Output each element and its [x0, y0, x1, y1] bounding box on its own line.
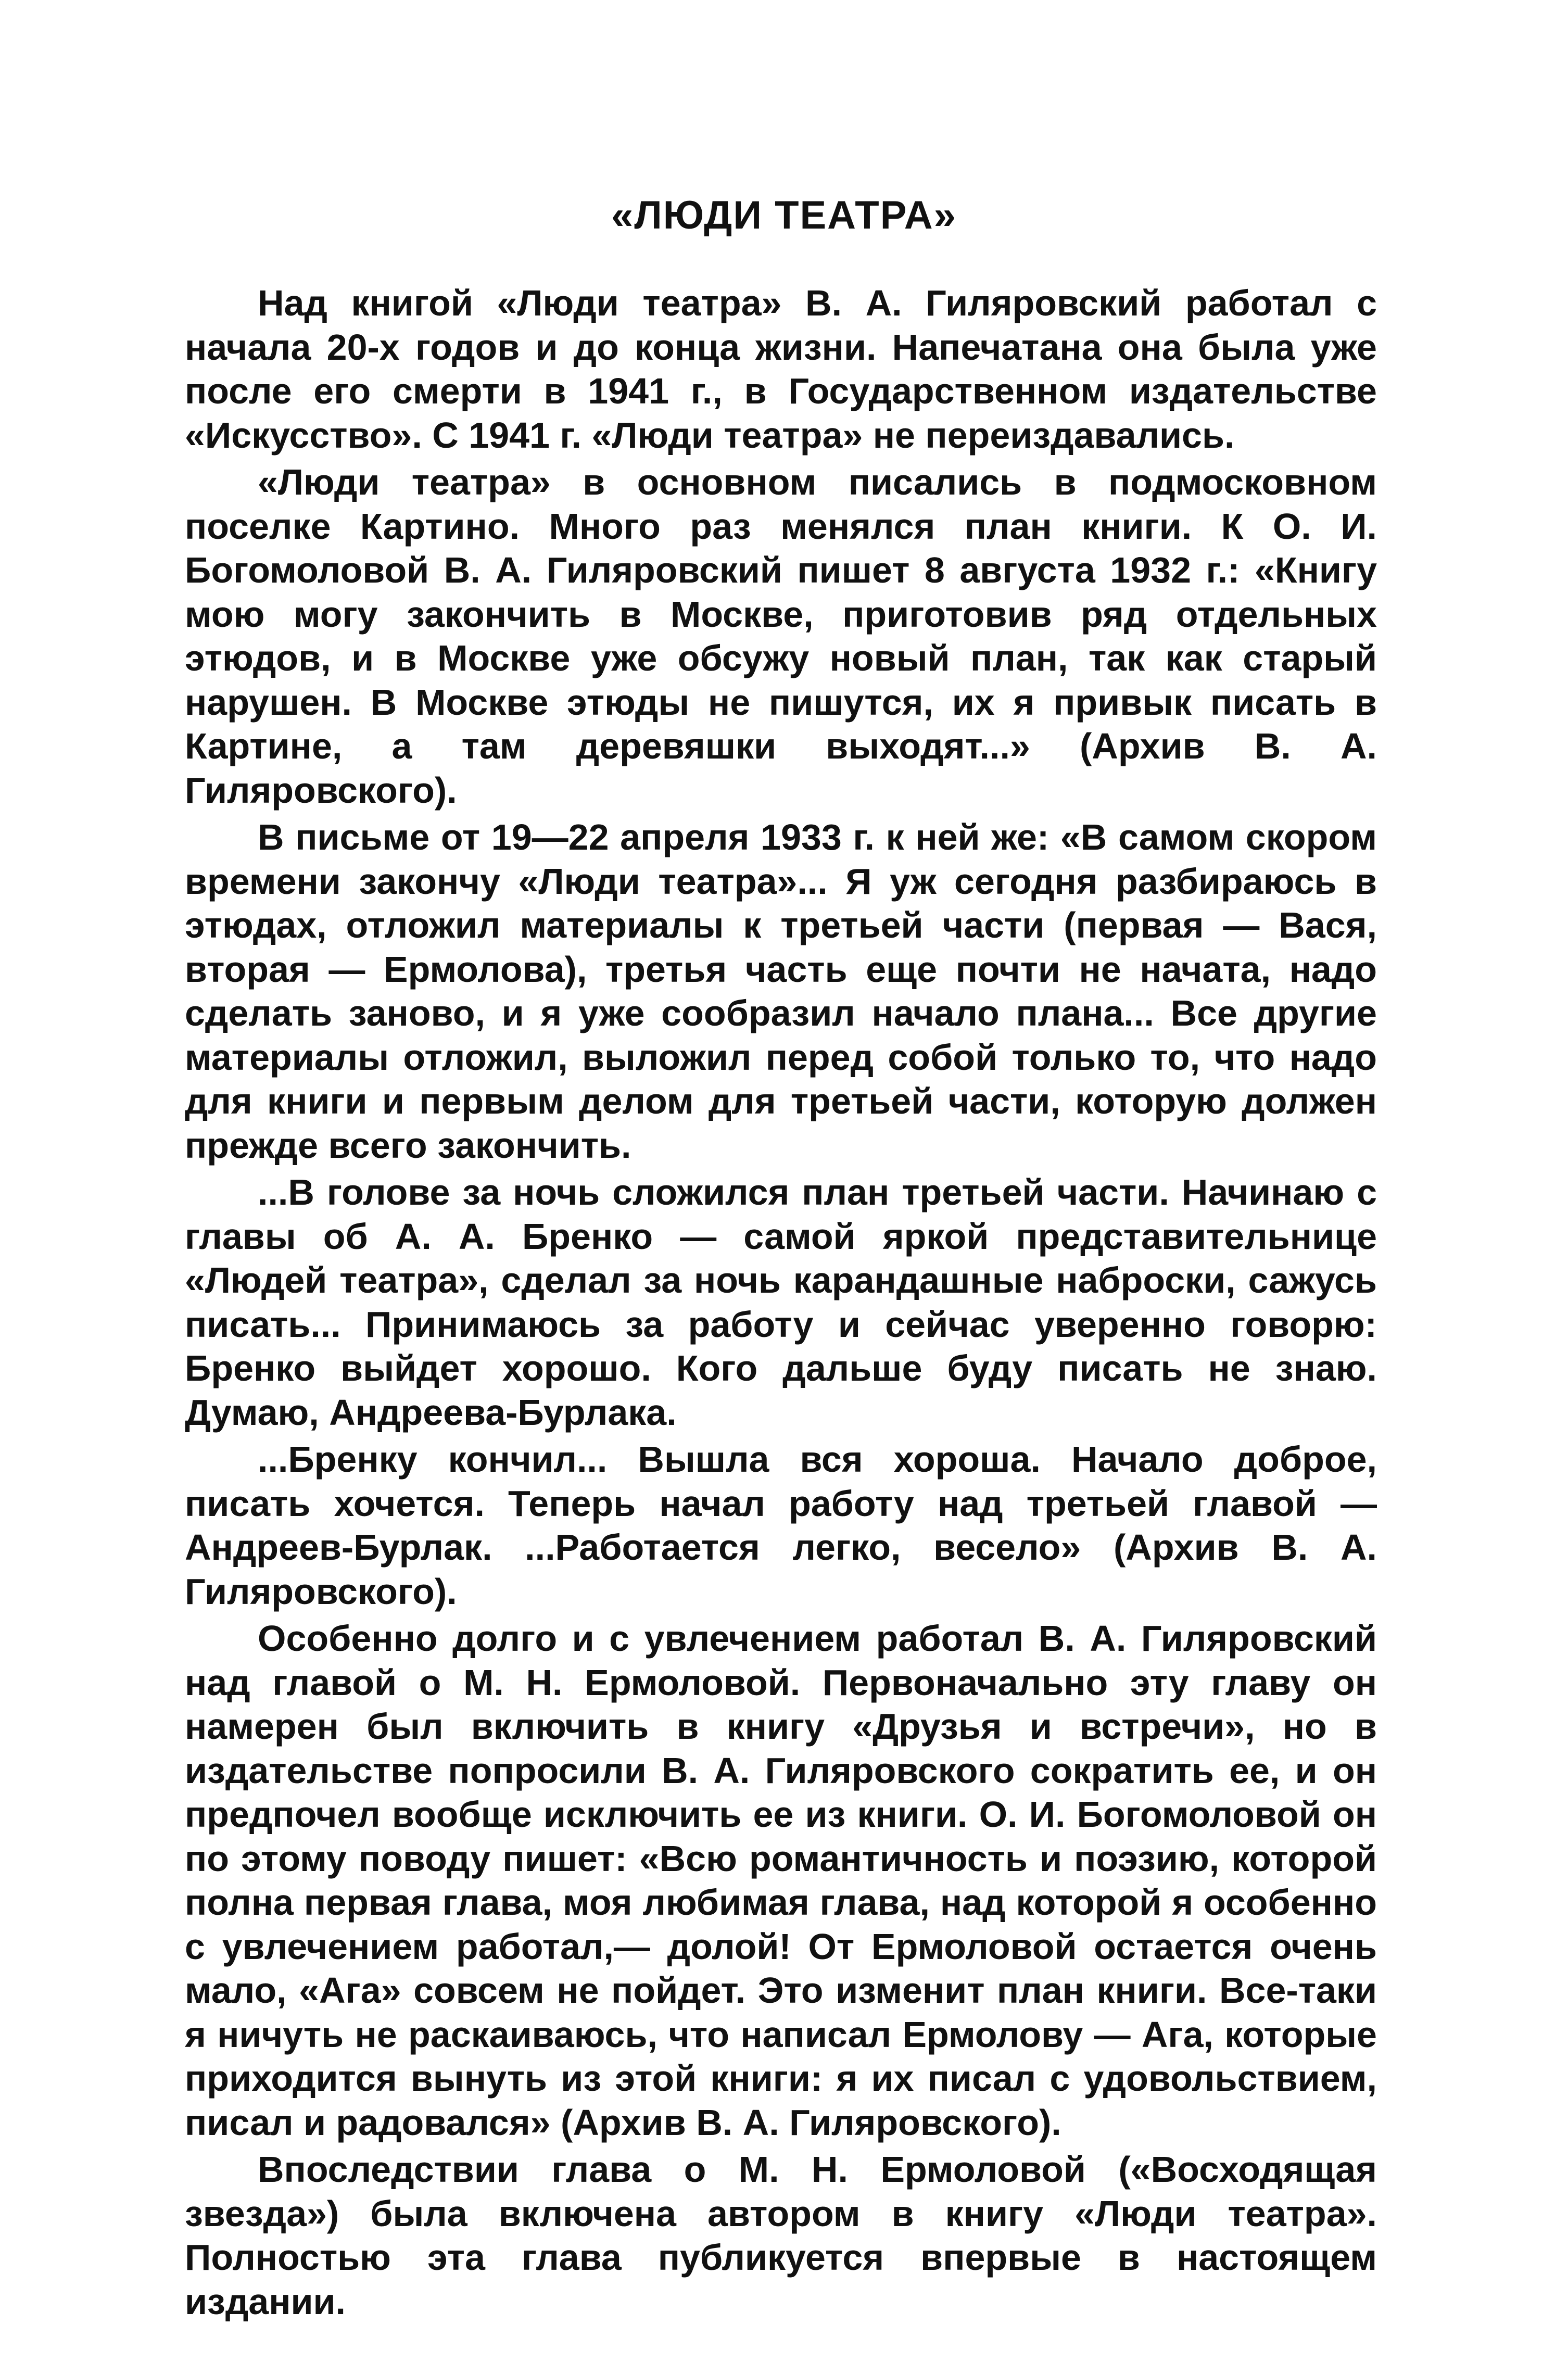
body-text	[185, 281, 1377, 2327]
paragraph-5: ...Бренку кончил... Вышла вся хороша. Начало доброе, писать хочется. Теперь начал работу над третьей главой — Андреев-Бурлак. ...Работается легко, весело» (Архив В. А. Гиляровского).	[185, 1439, 1377, 1612]
paragraph-4: ...В голове за ночь сложился план третьей части. Начинаю с главы об А. А. Бренко — самой яркой представительнице «Людей театра», сделал за ночь карандашные наброски, сажусь писать... Принимаюсь за работу и сейчас уверенно говорю: Бренко выйдет хорошо. Кого дальше буду писать не знаю. Думаю, Андреева-Бурлака.	[185, 1172, 1377, 1433]
paragraph-7: Впоследствии глава о М. Н. Ермоловой («Восходящая звезда») была включена автором в книгу «Люди театра». Полностью эта глава публикуется впервые в настоящем издании.	[185, 2149, 1377, 2322]
paragraph-1: Над книгой «Люди театра» В. А. Гиляровский работал с начала 20-х годов и до конца жизни. Напечатана она была уже после его смерти в 1941 г., в Государственном издательстве «Искусство». С 1941 г. «Люди театра» не переиздавались.	[185, 283, 1377, 456]
paragraph-2: «Люди театра» в основном писались в подмосковном поселке Картино. Много раз менялся план книги. К О. И. Богомоловой В. А. Гиляровский пишет 8 августа 1932 г.: «Книгу мою могу закончить в Москве, приготовив ряд отдельных этюдов, и в Москве уже обсужу новый план, так как старый нарушен. В Москве этюды не пишутся, их я привык писать в Картине, а там деревяшки выходят...» (Архив В. А. Гиляровского).	[185, 462, 1377, 811]
paragraph-6: Особенно долго и с увлечением работал В. А. Гиляровский над главой о М. Н. Ермоловой. Первоначально эту главу он намерен был включить в книгу «Друзья и встречи», но в издательстве попросили В. А. Гиляровского сократить ее, и он предпочел вообще исключить ее из книги. О. И. Богомоловой он по этому поводу пишет: «Всю романтичность и поэзию, которой полна первая глава, моя любимая глава, над которой я особенно с увлечением работал,— долой! От Ермоловой остается очень мало, «Ага» совсем не пойдет. Это изменит план книги. Все-таки я ничуть не раскаиваюсь, что написал Ермолову — Ага, которые приходится вынуть из этой книги: я их писал с удовольствием, писал и радовался» (Архив В. А. Гиляровского).	[185, 1618, 1377, 2143]
page-title: «ЛЮДИ ТЕАТРА»	[611, 193, 957, 237]
paragraph-3: В письме от 19—22 апреля 1933 г. к ней же: «В самом скором времени закончу «Люди театра»... Я уж сегодня разбираюсь в этюдах, отложил материалы к третьей части (первая — Вася, вторая — Ермолова), третья часть еще почти не начата, надо сделать заново, и я уже сообразил начало плана... Все другие материалы отложил, выложил перед собой только то, что надо для книги и первым делом для третьей части, которую должен прежде всего закончить.	[185, 817, 1377, 1166]
